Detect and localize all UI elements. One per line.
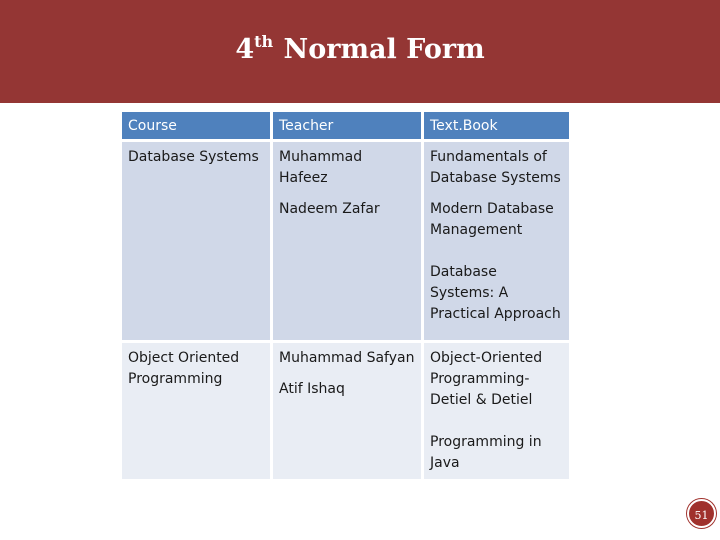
course-name: Database Systems xyxy=(128,149,259,165)
course-cell xyxy=(122,142,270,340)
title-superscript: th xyxy=(254,32,274,51)
course-name: Object Oriented Programming xyxy=(128,350,240,387)
fourth-normal-form-table xyxy=(119,109,572,482)
teacher-name: Atif Ishaq xyxy=(279,381,345,397)
header-textbook: Text.Book xyxy=(424,112,569,139)
textbook-title: Fundamentals of Database Systems xyxy=(430,149,561,186)
textbook-title: Database Systems: A Practical Approach xyxy=(430,264,561,322)
teacher-name: Muhammad Safyan xyxy=(279,350,415,366)
slide-title xyxy=(0,32,720,65)
teacher-cell xyxy=(273,343,421,479)
title-prefix: 4 xyxy=(235,34,255,65)
page-number-badge: 51 xyxy=(687,499,716,528)
header-teacher: Teacher xyxy=(273,112,421,139)
header-row xyxy=(122,112,569,139)
table-row xyxy=(122,142,569,340)
textbook-title: Object-Oriented Programming-Detiel & Detiel xyxy=(430,350,543,408)
header-course: Course xyxy=(122,112,270,139)
teacher-name: Muhammad Hafeez xyxy=(279,149,363,186)
teacher-name: Nadeem Zafar xyxy=(279,201,380,217)
textbook-cell xyxy=(424,343,569,479)
textbook-title: Modern Database Management xyxy=(430,201,554,238)
title-rest: Normal Form xyxy=(274,34,485,65)
table-row xyxy=(122,343,569,479)
textbook-cell xyxy=(424,142,569,340)
course-cell xyxy=(122,343,270,479)
teacher-cell xyxy=(273,142,421,340)
textbook-title: Programming in Java xyxy=(430,434,542,471)
